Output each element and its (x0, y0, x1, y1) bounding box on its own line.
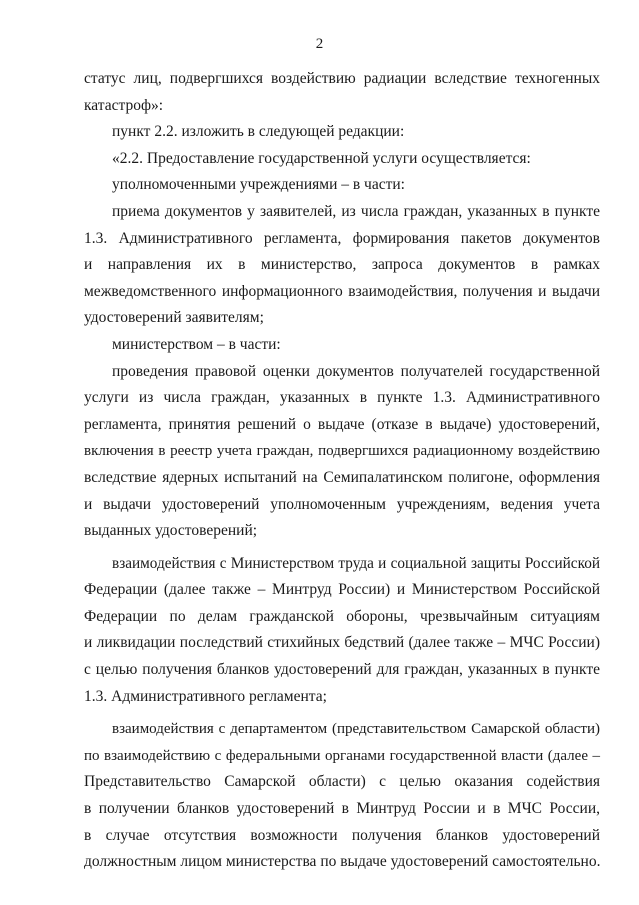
text-line: межведомственного информационного взаимодействия, получения и выдачи (84, 282, 600, 300)
text-line: включения в реестр учета граждан, подвергшихся радиационному воздействию (84, 443, 600, 460)
text-line: «2.2. Предоставление государственной услуги осуществляется: (112, 149, 531, 167)
text-line: приема документов у заявителей, из числа граждан, указанных в пункте (112, 202, 600, 220)
text-line: в получении бланков удостоверений в Минтруд России и в МЧС России, (84, 800, 600, 818)
page-number: 2 (315, 36, 324, 52)
text-line: пункт 2.2. изложить в следующей редакции: (112, 123, 405, 141)
text-line: регламента, принятия решений о выдаче (отказе в выдаче) удостоверений, (84, 415, 600, 433)
text-line: Федерации (далее также – Минтруд России) и Министерством Российской (84, 581, 600, 599)
text-line: Федерации по делам гражданской обороны, чрезвычайным ситуациям (84, 607, 600, 625)
text-line: взаимодействия с Министерством труда и социальной защиты Российской (112, 554, 600, 572)
text-line: и ликвидации последствий стихийных бедствий (далее также – МЧС России) (84, 634, 600, 652)
text-line: по взаимодействию с федеральными органами государственной власти (далее – (84, 747, 600, 764)
text-line: должностным лицом министерства по выдаче удостоверений самостоятельно. (84, 853, 601, 871)
text-line: проведения правовой оценки документов получателей государственной (112, 362, 600, 380)
text-line: выданных удостоверений; (84, 522, 258, 540)
text-line: 1.3. Административного регламента, формирования пакетов документов (84, 229, 600, 247)
text-line: удостоверений заявителям; (84, 309, 264, 327)
text-line: министерством – в части: (112, 335, 281, 353)
text-line: и выдачи удостоверений уполномоченным учреждениям, ведения учета (84, 495, 600, 513)
text-line: услуги из числа граждан, указанных в пункте 1.3. Административного (84, 389, 600, 407)
document-body (84, 66, 600, 876)
text-line: вследствие ядерных испытаний на Семипалатинском полигоне, оформления (84, 468, 600, 486)
text-line: статус лиц, подвергшихся воздействию радиации вследствие техногенных (84, 70, 600, 87)
text-line: катастроф»: (84, 96, 164, 114)
text-line: и направления их в министерство, запроса документов в рамках (84, 256, 600, 274)
text-line: с целью получения бланков удостоверений для граждан, указанных в пункте (84, 661, 600, 679)
text-line: 1.3. Административного регламента; (84, 687, 327, 705)
text-line: в случае отсутствия возможности получения бланков удостоверений (84, 826, 600, 844)
text-line: Представительство Самарской области) с целью оказания содействия (84, 773, 600, 791)
text-line: взаимодействия с департаментом (представительством Самарской области) (112, 721, 600, 738)
text-line: уполномоченными учреждениями – в части: (112, 176, 405, 194)
